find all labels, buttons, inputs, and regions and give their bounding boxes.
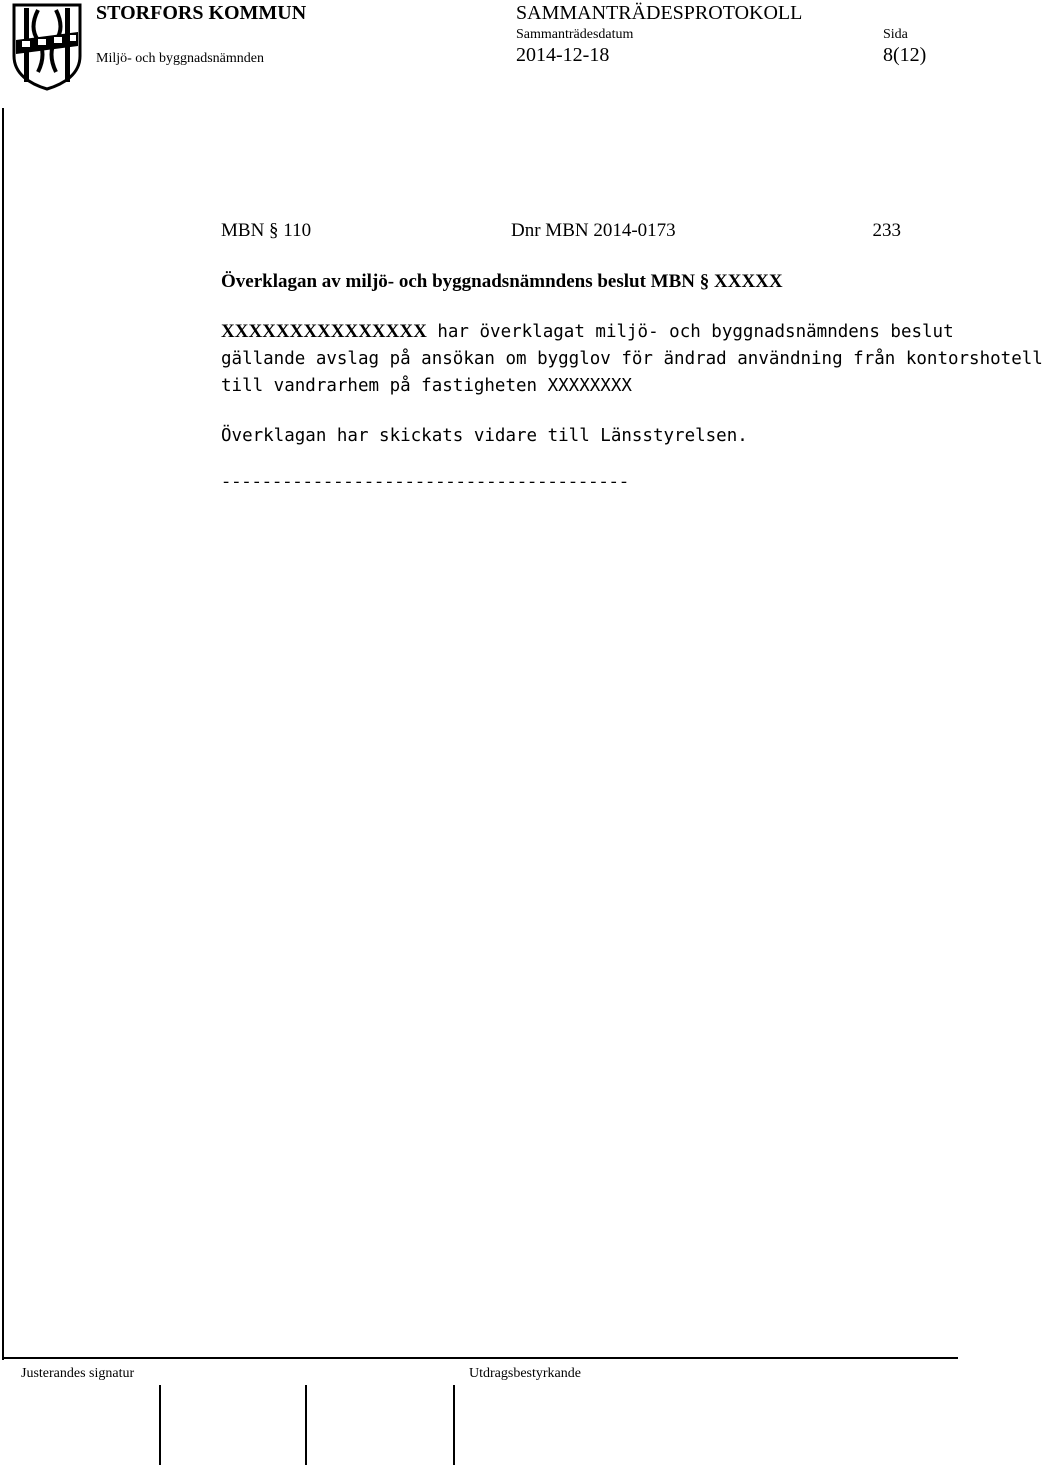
signature-label: Justerandes signatur bbox=[21, 1366, 135, 1381]
forwarding-paragraph: Överklagan har skickats vidare till Länsstyrelsen. bbox=[221, 426, 748, 446]
extract-certification-label: Utdragsbestyrkande bbox=[469, 1366, 581, 1381]
left-margin-rule bbox=[2, 108, 4, 1360]
paragraph-line bbox=[221, 318, 1043, 346]
item-heading: Överklagan av miljö- och byggnadsnämndens beslut MBN § XXXXX bbox=[221, 271, 783, 292]
paragraph-line-3: till vandrarhem på fastigheten XXXXXXXX bbox=[221, 376, 632, 396]
section-number: MBN § 110 bbox=[221, 220, 312, 241]
page-number: 8(12) bbox=[883, 44, 927, 66]
appellant-name: XXXXXXXXXXXXXXX bbox=[221, 321, 427, 342]
signature-box-divider bbox=[159, 1385, 161, 1465]
document-type: SAMMANTRÄDESPROTOKOLL bbox=[516, 2, 803, 24]
page-label: Sida bbox=[883, 27, 908, 42]
municipality-name: STORFORS KOMMUN bbox=[96, 2, 307, 24]
section-separator: ---------------------------------------- bbox=[221, 474, 630, 493]
signature-box-divider bbox=[453, 1385, 455, 1465]
paragraph-line-1-text: har överklagat miljö- och byggnadsnämndens beslut bbox=[426, 322, 954, 342]
meeting-date-label: Sammanträdesdatum bbox=[516, 27, 634, 42]
board-name: Miljö- och byggnadsnämnden bbox=[96, 51, 264, 66]
item-reference-row bbox=[221, 220, 901, 246]
diary-number: Dnr MBN 2014-0173 bbox=[511, 220, 676, 241]
footer-divider bbox=[2, 1357, 958, 1359]
item-number: 233 bbox=[872, 220, 901, 241]
coat-of-arms-icon bbox=[10, 2, 84, 90]
signature-box-divider bbox=[305, 1385, 307, 1465]
appeal-paragraph bbox=[221, 318, 1043, 400]
meeting-date: 2014-12-18 bbox=[516, 44, 610, 66]
paragraph-line-2: gällande avslag på ansökan om bygglov för ändrad användning från kontorshotell bbox=[221, 349, 1043, 369]
